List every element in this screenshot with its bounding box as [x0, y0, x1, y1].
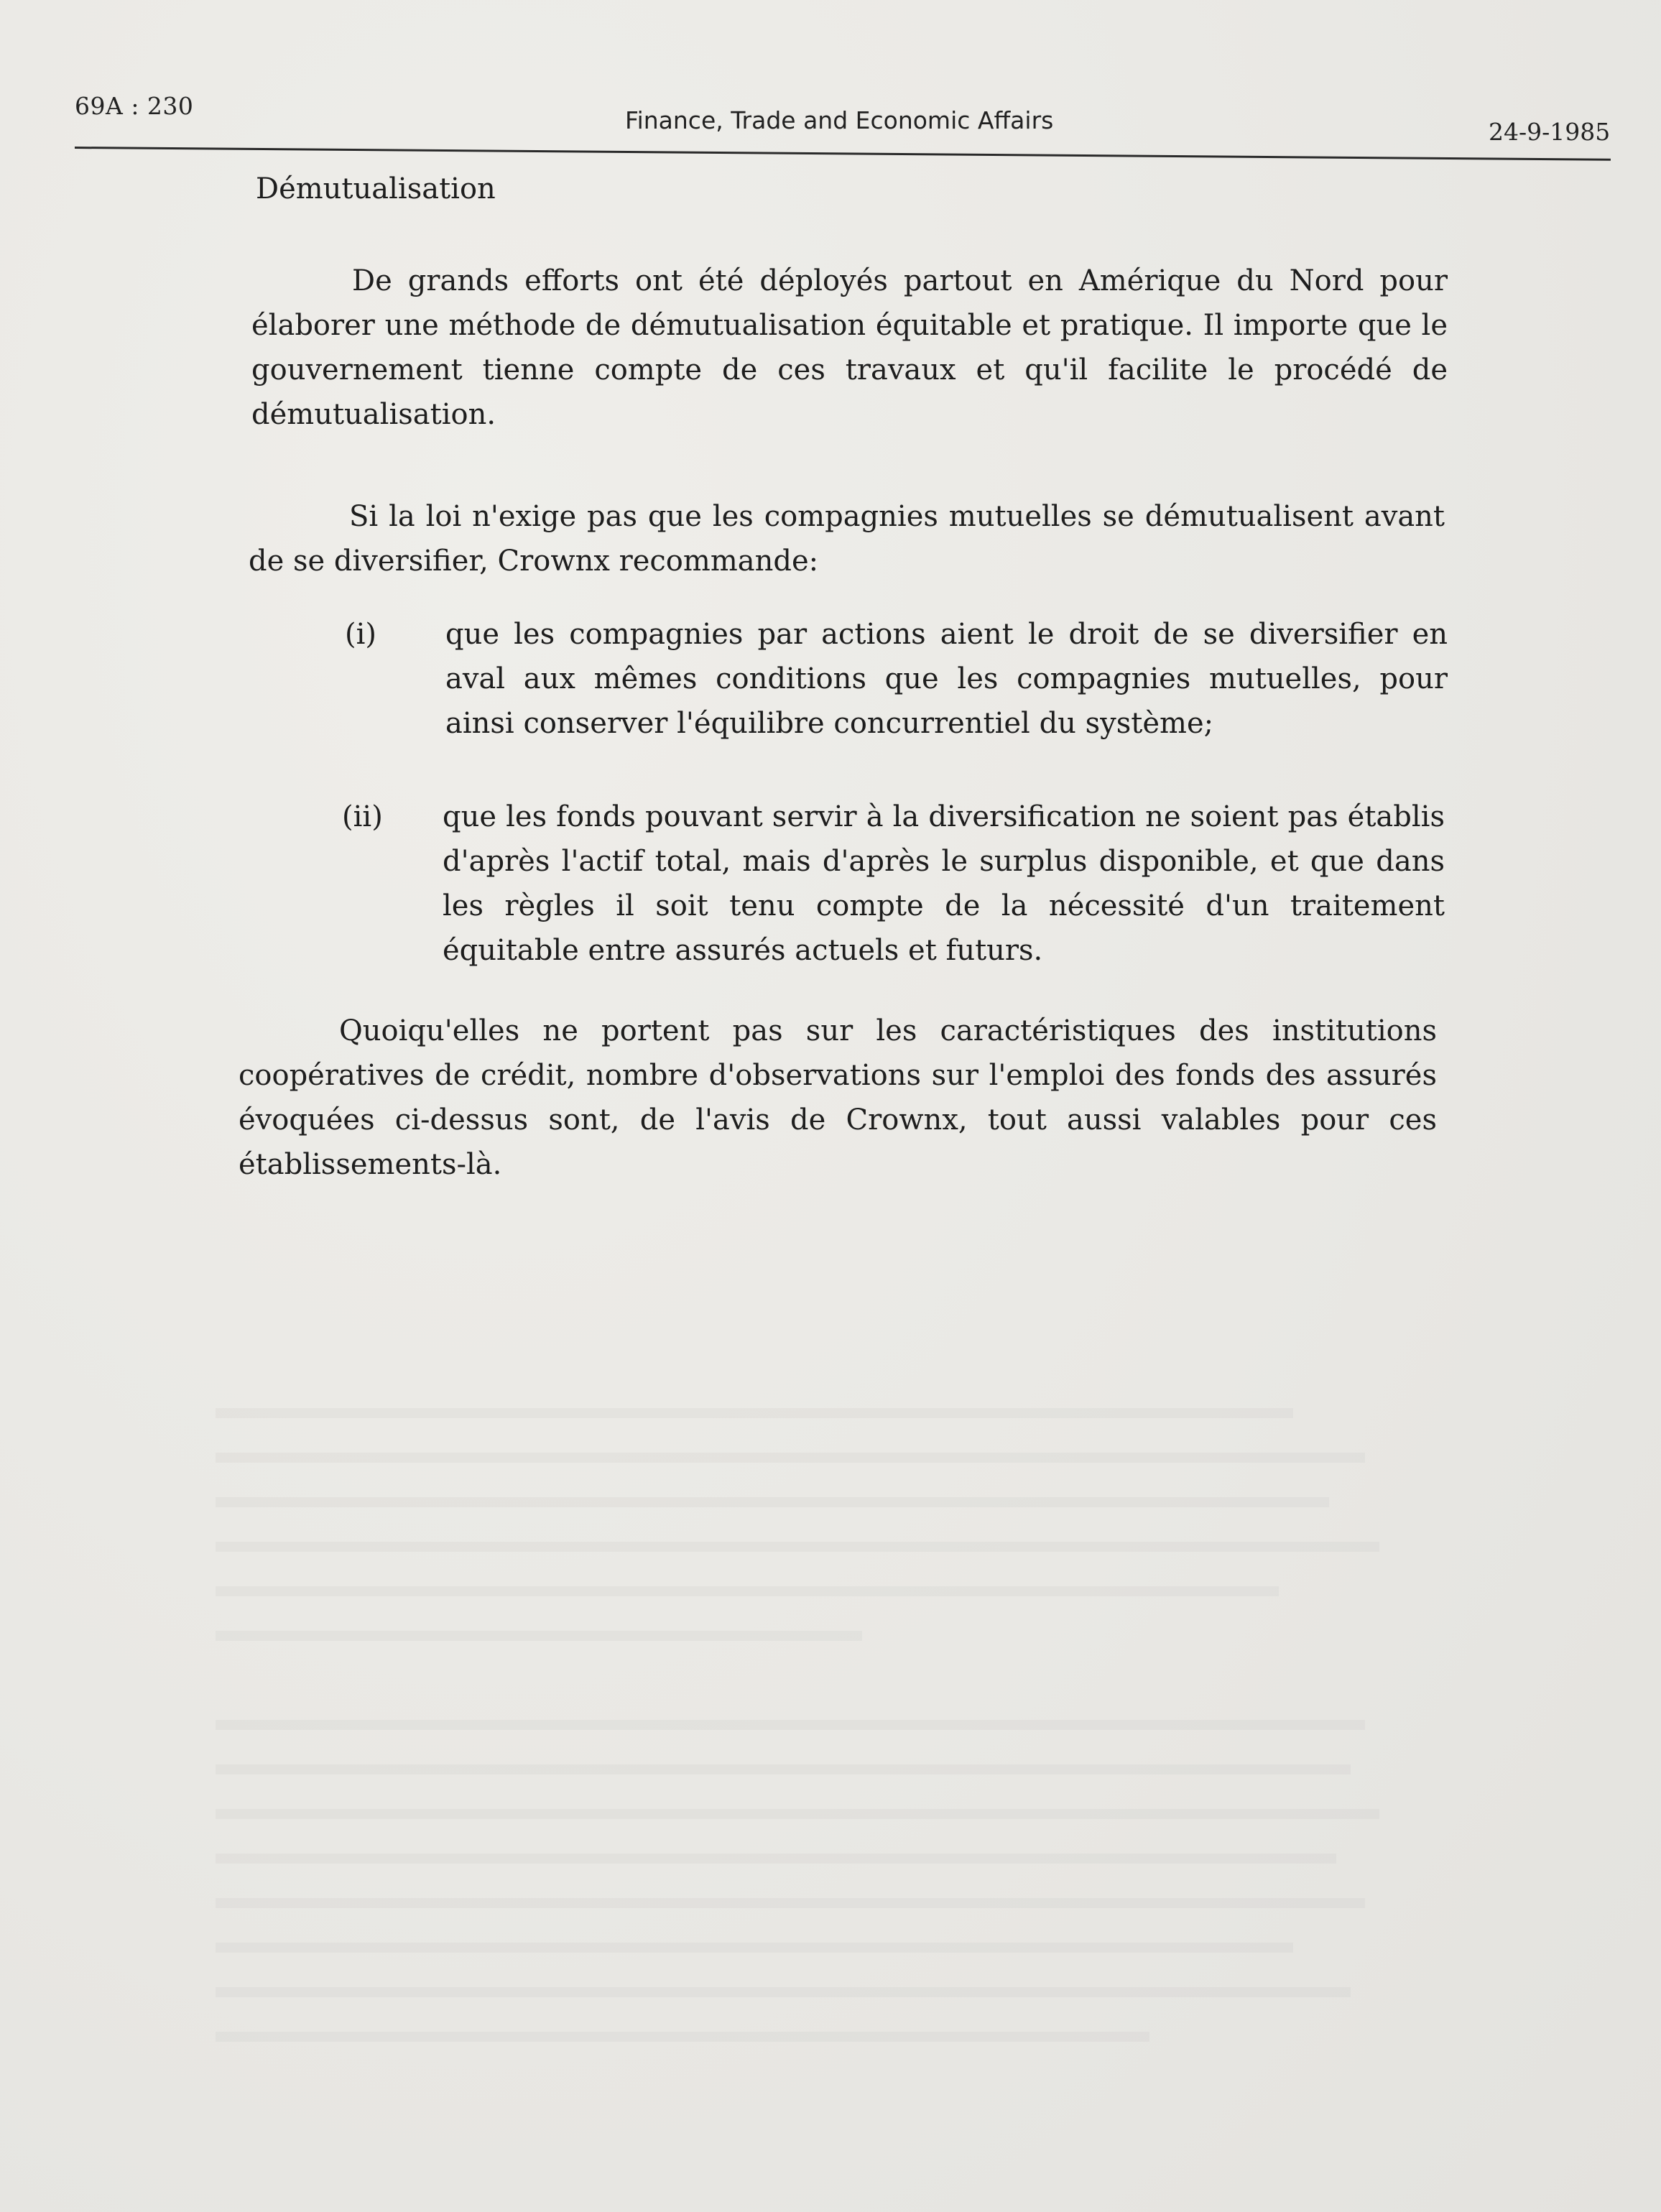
paragraph-2-text: Si la loi n'exige pas que les compagnies mutuelles se démutualisent avant de se diversifier, Crownx recommande: — [249, 500, 1445, 578]
header-rule — [75, 147, 1611, 161]
header-date: 24-9-1985 — [1489, 118, 1611, 146]
recommendation-text: que les fonds pouvant servir à la diversification ne soient pas établis d'après l'actif total, mais d'après le surplus disponible, et que dans les règles il soit tenu compte de la nécessité d'un traitement équitable entre assurés actuels et futurs. — [443, 800, 1445, 967]
page-number: 69A : 230 — [75, 92, 194, 120]
recommendation-item — [342, 795, 1445, 973]
recommendation-number: (i) — [345, 618, 377, 651]
paragraph-3 — [239, 1009, 1437, 1187]
section-title: Démutualisation — [256, 172, 496, 205]
recommendation-item — [345, 612, 1448, 746]
recommendation-text: que les compagnies par actions aient le droit de se diversifier en aval aux mêmes conditions que les compagnies mutuelles, pour ainsi conserver l'équilibre concurrentiel du système; — [445, 618, 1448, 740]
recommendation-number: (ii) — [342, 800, 383, 833]
running-header-title: Finance, Trade and Economic Affairs — [625, 106, 1054, 134]
paragraph-3-text: Quoiqu'elles ne portent pas sur les caractéristiques des institutions coopératives de crédit, nombre d'observations sur l'emploi des fonds des assurés évoquées ci-dessus sont, de l'avis de Crownx, tout aussi valables pour ces établissements-là. — [239, 1014, 1437, 1181]
paragraph-2 — [249, 494, 1445, 583]
paragraph-1-text: De grands efforts ont été déployés partout en Amérique du Nord pour élaborer une méthode de démutualisation équitable et pratique. Il importe que le gouvernement tienne compte de ces travaux et qu'il facilite le procédé de démutualisation. — [251, 264, 1448, 431]
paragraph-1 — [251, 259, 1448, 437]
